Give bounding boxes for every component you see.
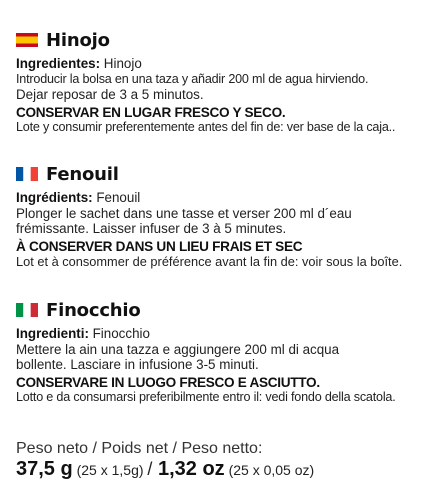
net-weight-grams: 37,5 g — [16, 458, 73, 480]
spanish-best-before: Lote y consumir preferentemente antes del fin de: ver base de la caja.. — [16, 120, 396, 135]
spanish-storage: CONSERVAR EN LUGAR FRESCO Y SECO. — [16, 104, 286, 120]
french-header — [16, 160, 428, 188]
italian-ingredients — [16, 326, 428, 342]
spain-flag-icon — [16, 33, 38, 47]
net-weight-separator: / — [147, 459, 153, 479]
spanish-instructions-line-2: Dejar reposar de 3 a 5 minutos. — [16, 87, 204, 103]
italian-instructions-line-2: bollente. Lasciare in infusione 3-5 minuti. — [16, 357, 259, 373]
french-best-before: Lot et à consommer de préférence avant la fin de: voir sous la boîte. — [16, 254, 403, 270]
italy-flag-icon — [16, 303, 38, 317]
spanish-ingredients — [16, 56, 428, 72]
italian-instructions-line-1: Mettere la ain una tazza e aggiungere 200 ml di acqua — [16, 341, 340, 357]
section-italian — [16, 296, 428, 406]
spanish-instructions-line-1: Introducir la bolsa en una taza y añadir 200 ml de agua hirviendo. — [16, 71, 369, 86]
french-title: Fenouil — [46, 163, 119, 185]
italian-best-before: Lotto e da consumarsi preferibilmente entro il: vedi fondo della scatola. — [16, 390, 396, 405]
italian-ingredients-label: Ingredienti: — [16, 326, 89, 341]
italian-ingredients-value: Finocchio — [88, 326, 150, 341]
italian-header — [16, 296, 428, 324]
section-french — [16, 160, 428, 270]
spanish-header — [16, 26, 428, 54]
net-weight-label: Peso neto / Poids net / Peso netto: — [16, 440, 263, 457]
french-ingredients — [16, 190, 428, 206]
net-weight-ounces-detail: (25 x 0,05 oz) — [224, 462, 315, 478]
italian-title: Finocchio — [46, 299, 141, 321]
french-ingredients-value: Fenouil — [92, 190, 141, 205]
net-weight-grams-detail: (25 x 1,5g) — [72, 462, 148, 478]
section-spanish — [16, 26, 428, 136]
spanish-ingredients-label: Ingredientes: — [16, 56, 101, 71]
net-weight-values — [16, 458, 314, 481]
french-storage: À CONSERVER DANS UN LIEU FRAIS ET SEC — [16, 238, 303, 254]
france-flag-icon — [16, 167, 38, 181]
french-ingredients-label: Ingrédients: — [16, 190, 93, 205]
spanish-ingredients-value: Hinojo — [100, 56, 142, 71]
italian-storage: CONSERVARE IN LUOGO FRESCO E ASCIUTTO. — [16, 374, 320, 390]
spanish-title: Hinojo — [46, 29, 110, 51]
net-weight-ounces: 1,32 oz — [152, 458, 225, 480]
french-instructions-line-1: Plonger le sachet dans une tasse et verser 200 ml d´eau — [16, 205, 352, 221]
french-instructions-line-2: frémissante. Laisser infuser de 3 à 5 minutes. — [16, 221, 287, 237]
